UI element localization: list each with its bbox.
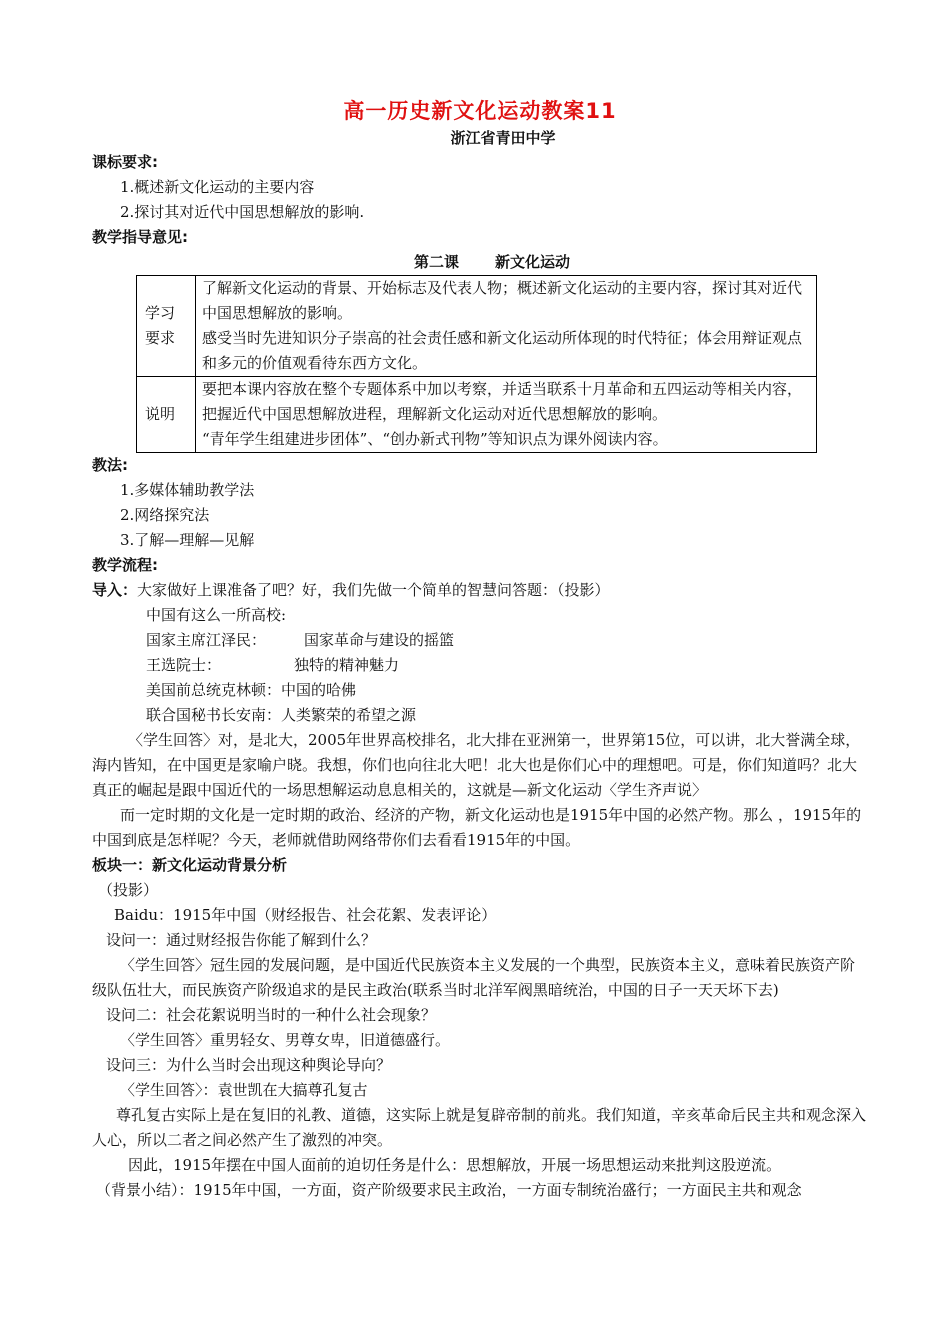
requirements-text: 感受当时先进知识分子崇高的社会责任感和新文化运动所体现的时代特征；体会用辩证观点和多元的价值观看待东西方文化。 xyxy=(202,329,803,372)
school-name: 浙江省青田中学 xyxy=(450,129,556,147)
methods-item: 3.了解—理解—见解 xyxy=(120,531,255,549)
lesson-name: 新文化运动 xyxy=(495,253,571,271)
intro-paragraph: 而一定时期的文化是一定时期的政治、经济的产物，新文化运动也是1915年中国的必然产物。那么 ，1915年的中国到底是怎样呢？今天，老师就借助网络带你们去看看1915年的中国。 xyxy=(92,806,862,849)
quote-what: 独特的精神魅力 xyxy=(294,656,400,674)
question-2: 设问二：社会花絮说明当时的一种什么社会现象？ xyxy=(106,1006,437,1024)
quote-who: 联合国秘书长安南： xyxy=(146,706,282,724)
intro-line xyxy=(92,578,868,603)
guidance-table xyxy=(136,275,817,453)
table-label-notes: 说明 xyxy=(137,377,196,453)
answer-3: 〈学生回答〉：袁世凯在大搞尊孔复古 xyxy=(120,1081,368,1099)
quote-what: 人类繁荣的希望之源 xyxy=(281,706,417,724)
body-paragraph: 因此，1915年摆在中国人面前的迫切任务是什么：思想解放，开展一场思想运动来批判这股逆流。 xyxy=(128,1156,782,1174)
document-page xyxy=(92,96,868,1203)
standards-heading: 课标要求: xyxy=(92,153,158,171)
block1-heading: 板块一：新文化运动背景分析 xyxy=(92,856,288,874)
flow-heading: 教学流程: xyxy=(92,556,158,574)
requirements-text: 了解新文化运动的背景、开始标志及代表人物；概述新文化运动的主要内容，探讨其对近代中国思想解放的影响。 xyxy=(202,279,803,322)
standards-item: 2.探讨其对近代中国思想解放的影响. xyxy=(120,203,365,221)
quote-line xyxy=(92,653,868,678)
question-1: 设问一：通过财经报告你能了解到什么？ xyxy=(106,931,377,949)
quote-who: 王选院士： xyxy=(146,656,222,674)
notes-text: “青年学生组建进步团体”、“创办新式刊物”等知识点为课外阅读内容。 xyxy=(202,430,668,448)
summary-line: （背景小结）：1915年中国，一方面，资产阶级要求民主政治，一方面专制统治盛行；一方面民主共和观念 xyxy=(96,1181,802,1199)
intro-text: 大家做好上课准备了吧？好，我们先做一个简单的智慧问答题：（投影） xyxy=(137,581,610,599)
quote-who: 国家主席江泽民： xyxy=(146,631,267,649)
table-cell-notes xyxy=(196,377,817,453)
notes-text: 要把本课内容放在整个专题体系中加以考察，并适当联系十月革命和五四运动等相关内容，把握近代中国思想解放进程，理解新文化运动对近代思想解放的影响。 xyxy=(202,380,803,423)
standards-item: 1.概述新文化运动的主要内容 xyxy=(120,178,315,196)
intro-paragraph: 〈学生回答〉对，是北大，2005年世界高校排名，北大排在亚洲第一，世界第15位，可以讲，北大誉满全球，海内皆知，在中国更是家喻户晓。我想，你们也向往北大吧！北大也是你们心中的理想吧。可是，你们知道吗？北大真正的崛起是跟中国近代的一场思想解运动息息相关的，这就是—新文化运动〈学生齐声说〉 xyxy=(92,731,861,799)
table-cell-requirements xyxy=(196,276,817,377)
guidance-heading: 教学指导意见: xyxy=(92,228,188,246)
answer-2: 〈学生回答〉重男轻女、男尊女卑，旧道德盛行。 xyxy=(120,1031,451,1049)
table-label-requirements: 学习要求 xyxy=(137,276,196,377)
methods-item: 1.多媒体辅助教学法 xyxy=(120,481,255,499)
methods-heading: 教法: xyxy=(92,456,128,474)
quiz-lead: 中国有这么一所高校: xyxy=(146,606,287,624)
quote-line xyxy=(92,628,868,653)
document-title: 高一历史新文化运动教案11 xyxy=(343,99,617,123)
lesson-number: 第二课 xyxy=(413,253,459,271)
intro-label: 导入： xyxy=(92,581,138,599)
quote-what: 中国的哈佛 xyxy=(281,681,357,699)
body-paragraph: 尊孔复古实际上是在复旧的礼教、道德，这实际上就是复辟帝制的前兆。我们知道，辛亥革命后民主共和观念深入人心，所以二者之间必然产生了激烈的冲突。 xyxy=(92,1106,867,1149)
quote-line xyxy=(92,703,868,728)
quote-what: 国家革命与建设的摇篮 xyxy=(304,631,455,649)
table-row xyxy=(137,276,817,377)
lesson-heading xyxy=(116,250,868,275)
table-row xyxy=(137,377,817,453)
question-3: 设问三：为什么当时会出现这种舆论导向？ xyxy=(106,1056,392,1074)
baidu-line: Baidu：1915年中国（财经报告、社会花絮、发表评论） xyxy=(114,906,497,924)
quote-who: 美国前总统克林顿： xyxy=(146,681,282,699)
quote-line xyxy=(92,678,868,703)
projection-note: （投影） xyxy=(98,881,159,899)
methods-item: 2.网络探究法 xyxy=(120,506,210,524)
answer-1: 〈学生回答〉冠生园的发展问题，是中国近代民族资本主义发展的一个典型，民族资本主义，意味着民族资产阶级队伍壮大，而民族资产阶级追求的是民主政治(联系当时北洋军阀黑暗统治，中国的日子一天天坏下去) xyxy=(92,956,856,999)
